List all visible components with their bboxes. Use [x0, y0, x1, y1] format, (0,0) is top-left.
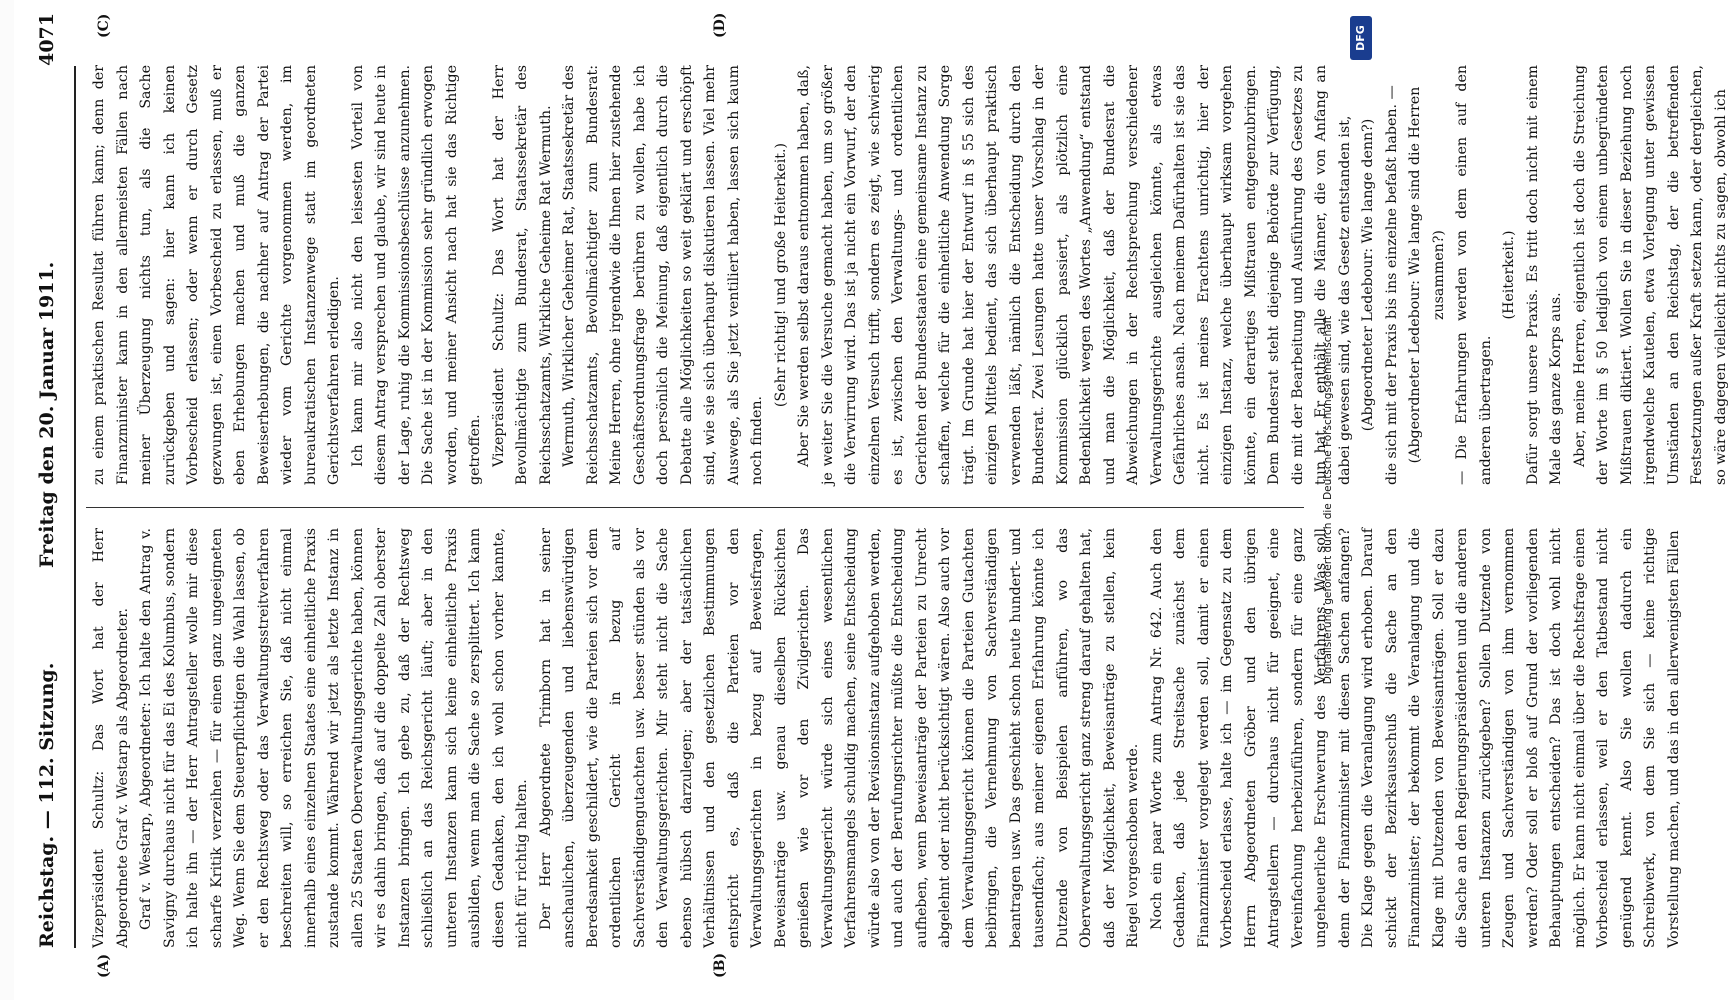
margin-mark-a: (A) [96, 953, 112, 978]
header-left: Reichstag. — 112. Sitzung. [36, 662, 58, 948]
scan-edge [0, 0, 14, 1000]
paragraph: Wermuth, Wirklicher Geheimer Rat, Staatssekretär des Reichsschatzamts, Bevollmächtigter zum Bundesrat: Meine Herren, ohne irgendwie die Ihnen hier zustehende Geschäftsordnungsfrage berühren zu wollen, habe ich doch persönlich die Meinung, daß eigentlich durch die Debatte alle Möglichkeiten so weit geklärt und erschöpft sind, wie sie sich überhaupt diskutieren lassen. Viel mehr Auswege, als Sie jetzt ventiliert haben, lassen sich kaum noch finden. [561, 65, 765, 485]
paragraph: Vizepräsident Schultz: Das Wort hat der Herr Bevollmächtigte zum Bundesrat, Staatssekretär des Reichsschatzamts, Wirkliche Geheime Rat Wermuth. [490, 65, 554, 485]
paragraph: (Abgeordneter Ledebour: Wie lange denn?) [1360, 118, 1376, 432]
paragraph: Dafür sorgt unsere Praxis. Es tritt doch nicht mit einem Male das ganze Korps aus. [1524, 65, 1564, 485]
page-header [34, 0, 74, 948]
left-column [88, 528, 1686, 948]
paragraph: die sich mit der Praxis bis ins einzelne befaßt haben. — [1383, 85, 1400, 485]
paragraph: — Die Erfahrungen werden von dem einen auf den anderen übertragen. [1454, 65, 1494, 485]
dfg-logo: DFG [1350, 16, 1372, 60]
paragraph: (Heiterkeit.) [1501, 230, 1517, 320]
margin-mark-c: (C) [96, 13, 112, 38]
paragraph: (Abgeordneter Ledebour: Wie lange sind die Herren zusammen?) [1407, 86, 1447, 464]
header-rule [74, 66, 76, 948]
page-number: 4071 [36, 13, 58, 66]
paragraph: Der Herr Abgeordnete Trimborn hat in seiner anschaulichen, überzeugenden und liebenswürdigen Beredsamkeit geschildert, wie die Parteien sich vor dem ordentlichen Gericht in bezug auf Sachverständigengutachten usw. besser stünden als vor den Verwaltungsgerichten. Mir steht nicht die Sache ebenso hübsch darzulegen; aber der tatsächlichen Verhältnissen und den gesetzlichen Bestimmungen entspricht es, daß die Parteien vor den Verwaltungsgerichten in bezug auf Beweisfragen, Beweisanträge usw. genau dieselben Rücksichten genießen wie vor den Zivilgerichten. Das Verwaltungsgericht würde sich eines wesentlichen Verfahrensmangels schuldig machen, seine Entscheidung würde also von der Revisionsinstanz aufgehoben werden, und auch der Berufungsrichter müßte die Entscheidung aufheben, wenn Beweisanträge der Parteien zu Unrecht abgelehnt oder nicht berücksichtigt wären. Also auch vor dem Verwaltungsgericht können die Parteien Gutachten beibringen, die Vernehmung von Sachverständigen beantragen usw. Das geschieht schon heute hundert- und tausendfach; aus meiner eigenen Erfahrung könnte ich Dutzende von Beispielen anführen, wo das Oberverwaltungsgericht ganz streng darauf gehalten hat, daß der Möglichkeit, Beweisanträge zu stellen, kein Riegel vorgeschoben werde. [537, 528, 1141, 948]
paragraph: Aber, meine Herren, eigentlich ist doch die Streichung der Worte im § 50 lediglich von einem unbegründeten Mißtrauen diktiert. Wollen Sie in dieser Beziehung noch irgendwelche Kautelen, etwa Vorlegung unter gewissen Umständen an den Reichstag, der die betreffenden Festsetzungen außer Kraft setzen kann, oder dergleichen, so wäre dagegen vielleicht nichts zu sagen, obwohl ich [1571, 65, 1729, 485]
paragraph: Ich kann mir also nicht den leisesten Vorteil von diesem Antrag versprechen und glaube, wir sind heute in der Lage, ruhig die Kommissionsbeschlüsse anzunehmen. Die Sache ist in der Kommission sehr gründlich erwogen worden, und meiner Ansicht nach hat sie das Richtige getroffen. [349, 65, 483, 485]
paragraph: Vizepräsident Schultz: Das Wort hat der Herr Abgeordnete Graf v. Westarp als Abgeordneter. [91, 528, 131, 948]
paragraph: Graf v. Westarp, Abgeordneter: Ich halte den Antrag v. Savigny durchaus nicht für das Ei des Kolumbus, sondern ich halte ihn — der Herr Antragsteller wolle mir diese scharfe Kritik verzeihen — für einen ganz ungeeigneten Weg. Wenn Sie dem Steuerpflichtigen die Wahl lassen, ob er den Rechtsweg oder das Verwaltungsstreitverfahren beschreiten will, so erreichen Sie, daß nicht einmal innerhalb eines einzelnen Staates eine einheitliche Praxis zustande kommt. Während wir jetzt als letzte Instanz in allen 25 Staaten Oberverwaltungsgerichte haben, können wir es dahin bringen, daß auf die doppelte Zahl oberster Instanzen bringen. Ich gebe zu, daß der Rechtsweg schließlich an das Reichsgericht läuft; aber in den unteren Instanzen kann sich keine einheitliche Praxis ausbilden, wenn man die Sache so zersplittert. Ich kann diesen Gedanken, den ich wohl schon vorher kannte, nicht für richtig halten. [138, 528, 530, 948]
right-column [88, 65, 1733, 485]
margin-mark-b: (B) [712, 952, 728, 978]
column-divider [86, 507, 1304, 508]
paragraph: Noch ein paar Worte zum Antrag Nr. 642. Auch den Gedanken, daß jede Streitsache zunächst dem Finanzminister vorgelegt werden soll, damit er einen Vorbescheid erlasse, halte ich — im Gegensatz zu dem Herrn Abgeordneten Gröber und den übrigen Antragstellern — durchaus nicht für geeignet, eine Vereinfachung herbeizuführen, sondern für eine ganz ungeheuerliche Erschwerung des Verfahrens. Was soll denn der Finanzminister mit diesen Sachen anfangen? Die Klage gegen die Veranlagung wird erhoben. Darauf schickt der Bezirksausschuß die Sache an den Finanzminister; der bekommt die Veranlagung und die Klage mit Dutzenden von Beweisanträgen. Soll er dazu die Sache an den Regierungspräsidenten und die anderen unteren Instanzen zurückgeben? Sollen Dutzende von Zeugen und Sachverständigen von ihm vernommen werden? Oder soll er bloß auf Grund der vorliegenden Behauptungen entscheiden? Das ist doch wohl nicht möglich. Er kann nicht einmal über die Rechtsfrage einen Vorbescheid erlassen, weil er den Tatbestand nicht genügend kennt. Also Sie wollen dadurch ein Schreibwerk, von dem Sie sich — keine richtige Vorstellung machen, und das in den allerwenigsten Fällen [1148, 528, 1682, 948]
paragraph: zu einem praktischen Resultat führen kann; denn der Finanzminister kann in den allermeisten Fällen nach meiner Überzeugung nichts tun, als die Sache zurückgeben und sagen: hier kann ich keinen Vorbescheid erlassen; oder wenn er durch Gesetz gezwungen ist, einen Vorbescheid zu erlassen, muß er eben Erhebungen machen und muß die ganzen Beweiserhebungen, die nachher auf Antrag der Partei wieder vom Gerichte vorgenommen werden, im bureaukratischen Instanzenwege statt im geordneten Gerichtsverfahren erledigen. [91, 65, 342, 485]
header-date: Freitag den 20. Januar 1911. [36, 261, 58, 568]
paragraph: Aber Sie werden selbst daraus entnommen haben, daß, je weiter Sie die Versuche gemacht haben, um so größer die Verwirrung wird. Das ist ja nicht ein Vorwurf, der den einzelnen Versuch trifft, sondern es zeigt, wie schwierig es ist, zwischen den Verwaltungs- und ordentlichen Gerichten der Bundesstaaten eine gemeinsame Instanz zu schaffen, welche für die einheitliche Anwendung Sorge trägt. Im Grunde hat hier der Entwurf in § 55 sich des einzigen Mittels bedient, das sich überhaupt praktisch verwenden läßt, nämlich die Entscheidung durch den Bundesrat. Zwei Lesungen hatte unser Vorschlag in der Kommission glücklich passiert, als plötzlich eine Bedenklichkeit wegen des Wortes „Anwendung“ entstand und man die Möglichkeit, daß der Bundesrat die Abweichungen in der Rechtsprechung verschiedener Verwaltungsgerichte ausgleichen könnte, als etwas Gefährliches ansah. Nach meinem Dafürhalten ist sie das nicht. Es ist meines Erachtens unrichtig, hier der einzigen Instanz, welche überhaupt wirksam vorgehen könnte, ein derartiges Mißtrauen entgegenzubringen. Dem Bundesrat steht diejenige Behörde zur Verfügung, die mit der Bearbeitung und Ausführung des Gesetzes zu tun hat. Er enthält alle die Männer, die von Anfang an dabei gewesen sind, wie das Gesetz entstanden ist, [796, 65, 1353, 485]
margin-mark-d: (D) [712, 12, 728, 38]
paragraph: (Sehr richtig! und große Heiterkeit.) [772, 142, 789, 408]
digitization-credit: Digitalisierung gefördert durch die Deutsche Forschungsgemeinschaft [1322, 315, 1334, 685]
